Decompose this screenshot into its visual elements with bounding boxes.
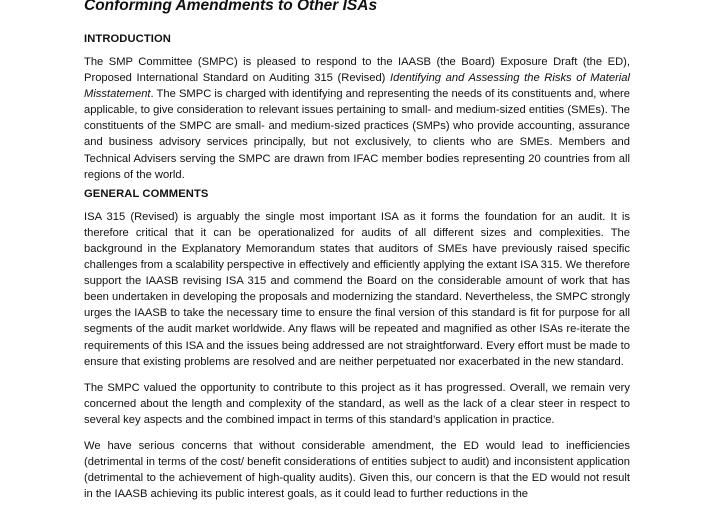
section-heading-introduction: INTRODUCTION xyxy=(84,33,171,45)
document-page xyxy=(84,0,630,512)
introduction-text-end: . The SMPC is charged with identifying and representing the needs of its constituents and, where applicable, to give consideration to relevant issues pertaining to small- and medium-sized entities (SMEs). The constituents of the SMPC are small- and medium-sized practices (SMPs) who provide accounting, assurance and business advisory services principally, but not exclusively, to clients who are SMEs. Members and Technical Advisers serving the SMPC are drawn from IFAC member bodies representing 20 countries from all regions of the world. xyxy=(84,88,630,181)
introduction-paragraph xyxy=(84,54,630,183)
general-comments-paragraph-1: ISA 315 (Revised) is arguably the single most important ISA as it forms the foundation for an audit. It is therefore critical that it can be operationalized for audits of all different sizes and complexities. The background in the Explanatory Memorandum states that auditors of SMEs have previously raised specific challenges from a scalability perspective in effectively and efficiently applying the extant ISA 315. We therefore support the IAASB revising ISA 315 and commend the Board on the considerable amount of work that has been undertaken in developing the proposals and modernizing the standard. Nevertheless, the SMPC strongly urges the IAASB to take the necessary time to ensure the final version of this standard is fit for purpose for all segments of the audit market worldwide. Any flaws will be repeated and magnified as other ISAs re-iterate the requirements of this ISA and the issues being addressed are not straightforward. Every effort must be made to ensure that existing problems are resolved and are neither perpetuated nor exacerbated in the new standard. xyxy=(84,210,631,368)
standard-title-italic: Identifying and Assessing the Risks of Material Misstatement xyxy=(84,72,631,101)
section-general-comments xyxy=(84,187,630,503)
document-title: Conforming Amendments to Other ISAs xyxy=(84,0,378,14)
section-introduction xyxy=(84,32,630,183)
general-comments-paragraph-3: We have serious concerns that without considerable amendment, the ED would lead to inefficiencies (detrimental in terms of the cost/ benefit considerations of entities subject to audit) and inconsistent application (detrimental to the achievement of high-quality audits). Given this, our concern is that the ED would not result in the IAASB achieving its public interest goals, as it could lead to further reductions in the xyxy=(84,439,630,501)
introduction-text-start: The SMP Committee (SMPC) is pleased to respond to the IAASB (the Board) Exposure Draft (the ED), Proposed International Standard on Auditing 315 (Revised) xyxy=(84,56,630,85)
general-comments-paragraph-2: The SMPC valued the opportunity to contribute to this project as it has progressed. Overall, we remain very concerned about the length and complexity of the standard, as well as the lack of a clear steer in respect to several key aspects and the combined impact in terms of this standard’s application in practice. xyxy=(84,381,630,426)
section-heading-general-comments: GENERAL COMMENTS xyxy=(84,187,209,200)
